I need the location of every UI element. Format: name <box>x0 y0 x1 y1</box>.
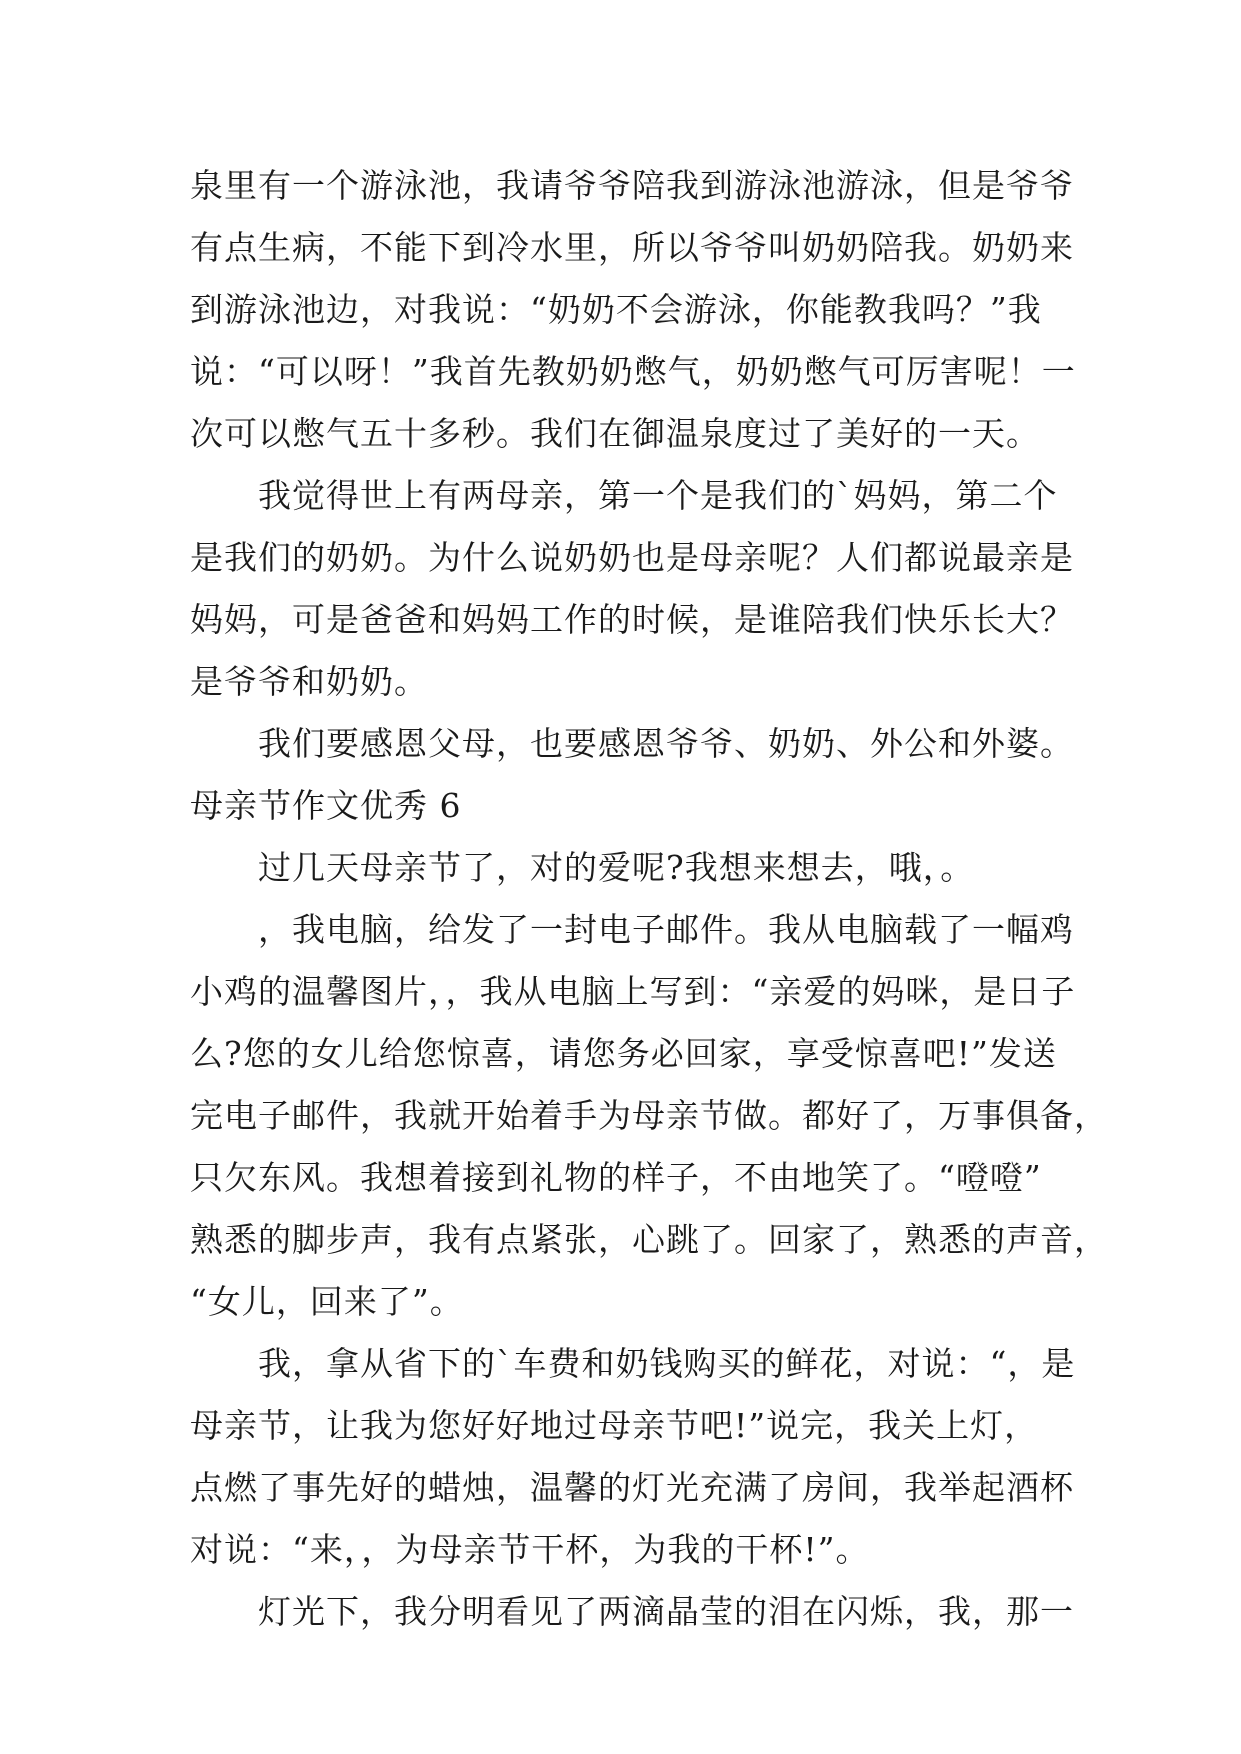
text-line: 熟悉的脚步声，我有点紧张，心跳了。回家了，熟悉的声音， <box>190 1220 1108 1259</box>
text-line: 完电子邮件，我就开始着手为母亲节做。都好了，万事俱备， <box>190 1096 1108 1135</box>
text-line: 我觉得世上有两母亲，第一个是我们的`妈妈，第二个 <box>258 476 1058 515</box>
text-line: 有点生病，不能下到冷水里，所以爷爷叫奶奶陪我。奶奶来 <box>190 228 1074 267</box>
text-line: 到游泳池边，对我说：“奶奶不会游泳，你能教我吗？”我 <box>190 290 1042 329</box>
text-line: 是爷爷和奶奶。 <box>190 662 428 701</box>
text-line: 么?您的女儿给您惊喜，请您务必回家，享受惊喜吧!”发送 <box>190 1034 1057 1073</box>
text-line: 母亲节，让我为您好好地过母亲节吧!”说完，我关上灯， <box>190 1406 1039 1445</box>
document-body <box>190 165 1108 1653</box>
text-line: ，我电脑，给发了一封电子邮件。我从电脑载了一幅鸡 <box>258 910 1074 949</box>
text-line: 次可以憋气五十多秒。我们在御温泉度过了美好的一天。 <box>190 414 1040 453</box>
text-line: 对说：“来，，为母亲节干杯，为我的干杯!”。 <box>190 1530 870 1569</box>
text-line: 母亲节作文优秀 6 <box>190 786 462 825</box>
text-line: 点燃了事先好的蜡烛，温馨的灯光充满了房间，我举起酒杯 <box>190 1468 1074 1507</box>
text-line: 小鸡的温馨图片，，我从电脑上写到：“亲爱的妈咪，是日子 <box>190 972 1076 1011</box>
text-line: 说：“可以呀！”我首先教奶奶憋气，奶奶憋气可厉害呢！一 <box>190 352 1076 391</box>
text-line: 只欠东风。我想着接到礼物的样子，不由地笑了。“噔噔” <box>190 1158 1042 1197</box>
text-line: 泉里有一个游泳池，我请爷爷陪我到游泳池游泳，但是爷爷 <box>190 166 1074 205</box>
text-line: 是我们的奶奶。为什么说奶奶也是母亲呢？人们都说最亲是 <box>190 538 1074 577</box>
text-line: 我们要感恩父母，也要感恩爷爷、奶奶、外公和外婆。 <box>258 724 1074 763</box>
text-line: 灯光下，我分明看见了两滴晶莹的泪在闪烁，我，那一 <box>258 1592 1074 1631</box>
text-line: “女儿，回来了”。 <box>190 1282 464 1321</box>
text-line: 妈妈，可是爸爸和妈妈工作的时候，是谁陪我们快乐长大？ <box>190 600 1074 639</box>
text-line: 我，拿从省下的`车费和奶钱购买的鲜花，对说：“，是 <box>258 1344 1076 1383</box>
text-line: 过几天母亲节了，对的爱呢?我想来想去，哦，。 <box>258 848 975 887</box>
